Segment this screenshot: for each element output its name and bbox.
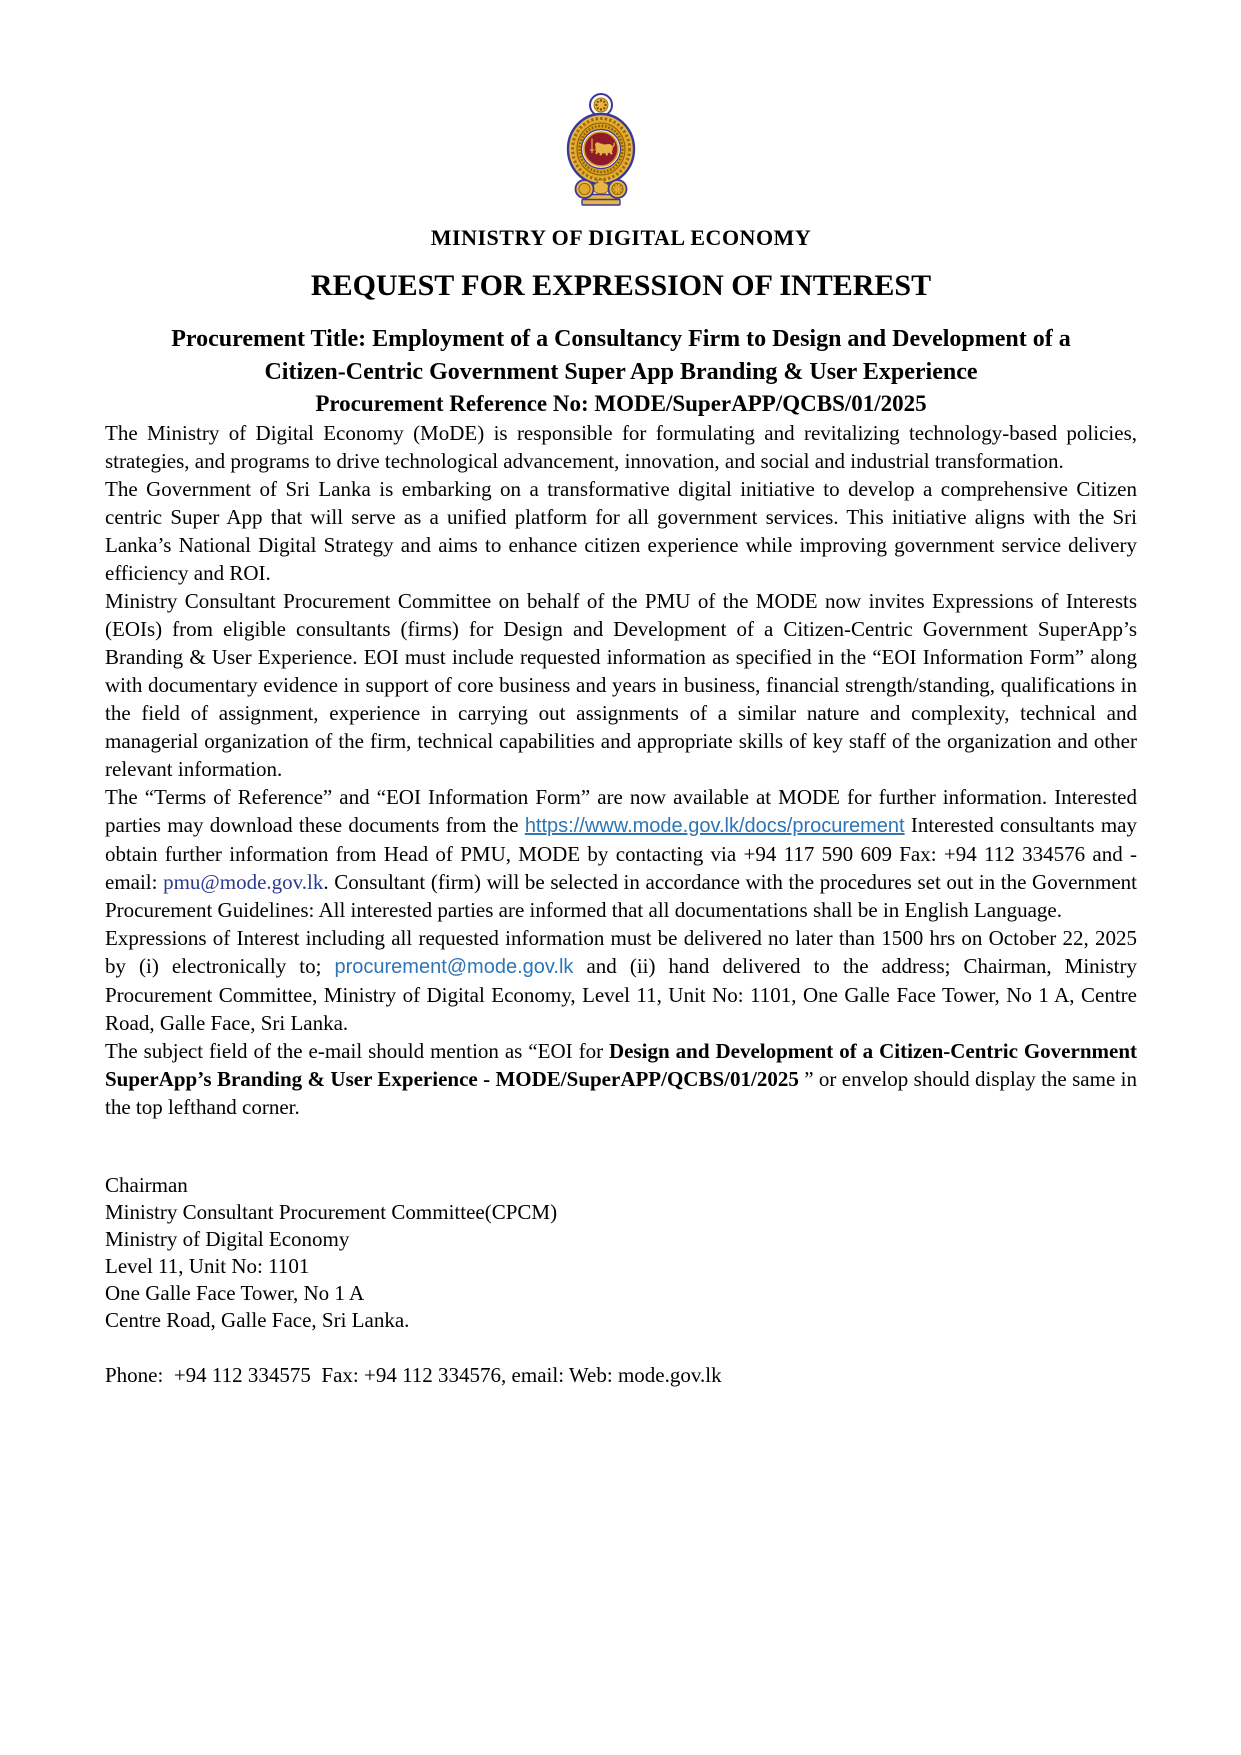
procurement-title-line1: Procurement Title: Employment of a Consultancy Firm to Design and Development of a <box>171 326 1071 352</box>
p4-text-after-link: Interested consultants may obtain further information from Head of PMU, MODE by contacting via +94 117 590 609 Fax: +94 112 334576 and - email: <box>105 813 1138 894</box>
signature-line-ministry: Ministry of Digital Economy <box>105 1227 350 1251</box>
email-subject-paragraph <box>105 1037 1137 1121</box>
moon-icon <box>576 180 594 198</box>
p4-text-after-email: . Consultant (firm) will be selected in accordance with the procedures set out in the Government Procurement Guidelines: All interested parties are informed that all documentations shall be in English Language. <box>105 870 1137 922</box>
p6-text-before-bold: The subject field of the e-mail should mention as “EOI for <box>105 1039 610 1063</box>
p5-text-after-email: and (ii) hand delivered to the address; Chairman, Ministry Procurement Committee, Ministry of Digital Economy, Level 11, Unit No: 1101, One Galle Face Tower, No 1 A, Centre Road, Galle Face, Sri Lanka. <box>105 954 1137 1035</box>
sri-lanka-emblem-logo <box>559 92 643 206</box>
sun-icon <box>609 180 627 198</box>
signature-line-chairman: Chairman <box>105 1173 188 1197</box>
signature-line-tower: One Galle Face Tower, No 1 A <box>105 1281 365 1305</box>
submission-deadline-paragraph <box>105 924 1137 1037</box>
p6-bold-subject: Design and Development of a Citizen-Centric Government SuperApp’s Branding & User Experience - MODE/SuperAPP/QCBS/01/2025 <box>105 1039 1137 1091</box>
invitation-paragraph: Ministry Consultant Procurement Committee on behalf of the PMU of the MODE now invites Expressions of Interests (EOIs) from eligible consultants (firms) for Design and Development of a Citizen-Centric Government SuperApp’s Branding & User Experience. EOI must include requested information as specified in the “EOI Information Form” along with documentary evidence in support of core business and years in business, financial strength/standing, qualifications in the field of assignment, experience in carrying out assignments of a similar nature and complexity, technical and managerial organization of the firm, technical capabilities and appropriate skills of key staff of the organization and other relevant information. <box>105 589 1137 781</box>
signature-line-level-unit: Level 11, Unit No: 1101 <box>105 1254 310 1278</box>
signature-line-address: Centre Road, Galle Face, Sri Lanka. <box>105 1308 410 1332</box>
initiative-paragraph: The Government of Sri Lanka is embarking on a transformative digital initiative to develop a comprehensive Citizen centric Super App that will serve as a unified platform for all government services. This initiative aligns with the Sri Lanka’s National Digital Strategy and aims to enhance citizen experience while improving government service delivery efficiency and ROI. <box>105 477 1137 585</box>
pmu-email-link[interactable]: pmu@mode.gov.lk <box>163 870 324 894</box>
procurement-docs-link[interactable]: https://www.mode.gov.lk/docs/procurement <box>524 815 905 837</box>
procurement-title <box>105 323 1137 419</box>
document-title-heading: REQUEST FOR EXPRESSION OF INTEREST <box>310 269 932 302</box>
intro-paragraph: The Ministry of Digital Economy (MoDE) is responsible for formulating and revitalizing technology-based policies, strategies, and programs to drive technological advancement, innovation, and social and industrial transformation. <box>105 421 1137 473</box>
dharmachakra-icon <box>590 94 612 116</box>
procurement-title-line2: Citizen-Centric Government Super App Branding & User Experience <box>264 359 978 385</box>
procurement-email-link[interactable]: procurement@mode.gov.lk <box>334 956 574 978</box>
procurement-reference: Procurement Reference No: MODE/SuperAPP/QCBS/01/2025 <box>315 391 927 416</box>
sri-lanka-emblem-svg <box>559 92 643 206</box>
p4-text-before-link: The “Terms of Reference” and “EOI Information Form” are now available at MODE for further information. Interested parties may download these documents from the <box>105 785 1137 837</box>
signature-line-committee: Ministry Consultant Procurement Committee(CPCM) <box>105 1200 558 1224</box>
signature-block <box>105 1172 1137 1334</box>
emblem-base <box>576 180 627 205</box>
ministry-name-heading: MINISTRY OF DIGITAL ECONOMY <box>430 225 812 250</box>
p5-text-before-email: Expressions of Interest including all requested information must be delivered no later than 1500 hrs on October 22, 2025 by (i) electronically to; <box>105 926 1137 978</box>
p6-text-after-bold: ” or envelop should display the same in the top lefthand corner. <box>105 1067 1137 1119</box>
contact-footer-line: Phone: +94 112 334575 Fax: +94 112 334576, email: Web: mode.gov.lk <box>105 1363 722 1387</box>
documents-availability-paragraph <box>105 783 1137 924</box>
